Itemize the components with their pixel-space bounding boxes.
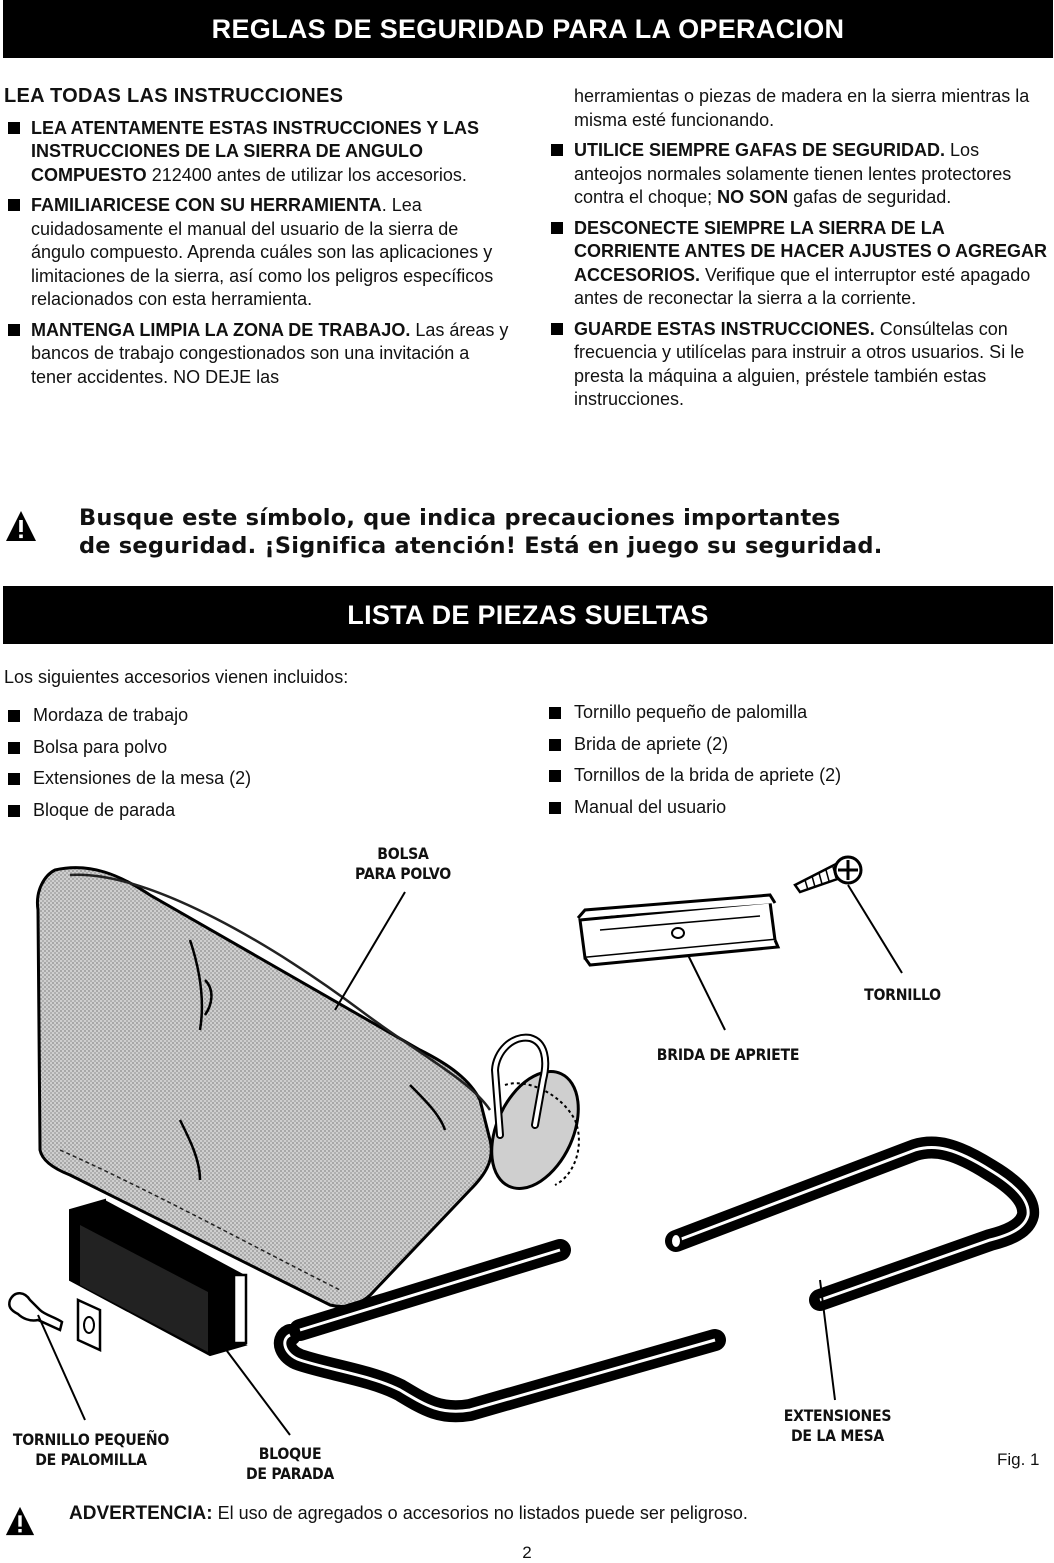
bullet-square-icon bbox=[8, 324, 20, 336]
label-line: BOLSA bbox=[377, 844, 429, 863]
list-item bbox=[4, 319, 509, 390]
notice-line: Busque este símbolo, que indica precauciones importantes bbox=[79, 505, 841, 531]
parts-illustration bbox=[0, 830, 1054, 1490]
list-item bbox=[547, 217, 1052, 311]
item-text: Las áreas y bancos de trabajo congestionados son una invitación a tener accidentes. NO DEJE las bbox=[31, 319, 509, 387]
screw-drawing bbox=[795, 857, 861, 892]
item-bold: FAMILIARICESE CON SU HERRAMIENTA bbox=[31, 195, 382, 215]
figure-caption: Fig. 1 bbox=[997, 1450, 1040, 1469]
list-item bbox=[545, 729, 841, 761]
item-text: Verifique que el interruptor esté apagado antes de reconectar la sierra a la corriente. bbox=[574, 264, 1031, 308]
part-name: Tornillo pequeño de palomilla bbox=[574, 702, 808, 722]
bullet-square-icon bbox=[549, 770, 561, 782]
label-line: TORNILLO bbox=[864, 985, 941, 1004]
part-name: Extensiones de la mesa (2) bbox=[33, 768, 252, 788]
warning-text: El uso de agregados o accesorios no listados puede ser peligroso. bbox=[212, 1503, 748, 1523]
part-name: Manual del usuario bbox=[574, 796, 727, 817]
notice-line: de seguridad. ¡Significa atención! Está en juego su seguridad. bbox=[79, 533, 883, 559]
label-screw bbox=[852, 985, 953, 1005]
item-text: Consúltelas con frecuencia y utilícelas para instruir a otros usuarios. Si le presta la máquina a alguien, préstele también estas instrucciones. bbox=[574, 318, 1025, 409]
label-line: BRIDA DE APRIETE bbox=[656, 1045, 800, 1064]
bullet-square-icon bbox=[8, 199, 20, 211]
label-line: TORNILLO PEQUEÑO bbox=[12, 1430, 170, 1449]
clamp-bracket-drawing bbox=[578, 895, 778, 965]
label-clamp-bracket bbox=[644, 1045, 811, 1065]
safety-symbol-notice bbox=[79, 504, 882, 560]
banner-title: REGLAS DE SEGURIDAD PARA LA OPERACION bbox=[211, 13, 845, 44]
label-line: DE PARADA bbox=[245, 1464, 335, 1483]
item-text: . Lea cuidadosamente el manual del usuario de la sierra de ángulo compuesto. Aprenda cuáles son las aplicaciones y limitaciones de la sierra, así como los peligros específicos relacionados con esta herramienta. bbox=[31, 195, 494, 309]
list-item bbox=[4, 194, 509, 312]
bullet-square-icon bbox=[551, 222, 563, 234]
part-name: Brida de apriete (2) bbox=[574, 733, 729, 754]
item-text: Los anteojos normales solamente tienen lentes protectores contra el choque; bbox=[574, 140, 1012, 207]
label-line: PARA POLVO bbox=[355, 864, 451, 883]
item-text: 212400 antes de utilizar los accesorios. bbox=[146, 164, 467, 185]
part-name: Mordaza de trabajo bbox=[33, 705, 189, 725]
item-text-tail: gafas de seguridad. bbox=[788, 187, 952, 207]
warning-label: ADVERTENCIA: bbox=[69, 1503, 213, 1524]
item-bold-inline: NO SON bbox=[717, 187, 789, 207]
section-banner-safety bbox=[3, 0, 1053, 58]
right-column bbox=[547, 85, 1052, 419]
label-line: EXTENSIONES bbox=[783, 1406, 892, 1425]
list-item bbox=[4, 795, 251, 827]
list-item bbox=[547, 318, 1052, 412]
item-bold: DESCONECTE SIEMPRE LA SIERRA DE LA CORRIENTE ANTES DE HACER AJUSTES O AGREGAR ACCESORIOS. bbox=[574, 217, 1048, 285]
bullet-square-icon bbox=[549, 802, 561, 814]
bullet-square-icon bbox=[8, 773, 20, 785]
label-line: DE PALOMILLA bbox=[35, 1450, 147, 1469]
parts-list-right bbox=[545, 697, 841, 823]
bullet-square-icon bbox=[8, 122, 20, 134]
bullet-square-icon bbox=[551, 144, 563, 156]
label-line: BLOQUE bbox=[258, 1444, 322, 1463]
item-bold: MANTENGA LIMPIA LA ZONA DE TRABAJO. bbox=[31, 319, 411, 340]
label-wing-screw bbox=[11, 1430, 171, 1470]
list-item bbox=[4, 117, 509, 188]
section-heading: LEA TODAS LAS INSTRUCCIONES bbox=[4, 85, 344, 107]
label-stop-block bbox=[237, 1444, 343, 1484]
warning-triangle-icon bbox=[4, 509, 38, 543]
part-name: Bolsa para polvo bbox=[33, 736, 168, 757]
bullet-square-icon bbox=[8, 710, 20, 722]
label-line: DE LA MESA bbox=[790, 1426, 885, 1445]
bullet-square-icon bbox=[549, 739, 561, 751]
item-bold: LEA ATENTAMENTE ESTAS INSTRUCCIONES Y LAS INSTRUCCIONES DE LA SIERRA DE ANGULO COMPUESTO bbox=[31, 117, 480, 185]
list-item bbox=[4, 700, 251, 732]
page-number: 2 bbox=[522, 1543, 532, 1562]
part-name: Bloque de parada bbox=[33, 799, 176, 820]
parts-intro: Los siguientes accesorios vienen incluidos: bbox=[4, 667, 349, 687]
bullet-square-icon bbox=[8, 742, 20, 754]
bullet-square-icon bbox=[549, 707, 561, 719]
list-item bbox=[4, 732, 251, 764]
list-item bbox=[545, 760, 841, 792]
section-banner-parts bbox=[3, 586, 1053, 644]
list-item bbox=[545, 697, 841, 729]
warning-note bbox=[69, 1503, 748, 1525]
item-bold: UTILICE SIEMPRE GAFAS DE SEGURIDAD. bbox=[574, 140, 946, 160]
label-dust-bag bbox=[346, 844, 460, 884]
item-bold: GUARDE ESTAS INSTRUCCIONES. bbox=[574, 318, 875, 339]
bullet-square-icon bbox=[8, 805, 20, 817]
parts-list-left bbox=[4, 700, 251, 826]
list-item bbox=[545, 792, 841, 824]
continuation-text: herramientas o piezas de madera en la sierra mientras la misma esté funcionando. bbox=[574, 86, 1030, 130]
left-column bbox=[4, 85, 509, 396]
list-item bbox=[547, 139, 1052, 210]
part-name: Tornillos de la brida de apriete (2) bbox=[574, 765, 842, 785]
warning-triangle-icon bbox=[4, 1505, 36, 1537]
label-table-extensions bbox=[778, 1406, 897, 1446]
banner-title: LISTA DE PIEZAS SUELTAS bbox=[347, 599, 709, 630]
bullet-square-icon bbox=[551, 323, 563, 335]
list-item bbox=[4, 763, 251, 795]
